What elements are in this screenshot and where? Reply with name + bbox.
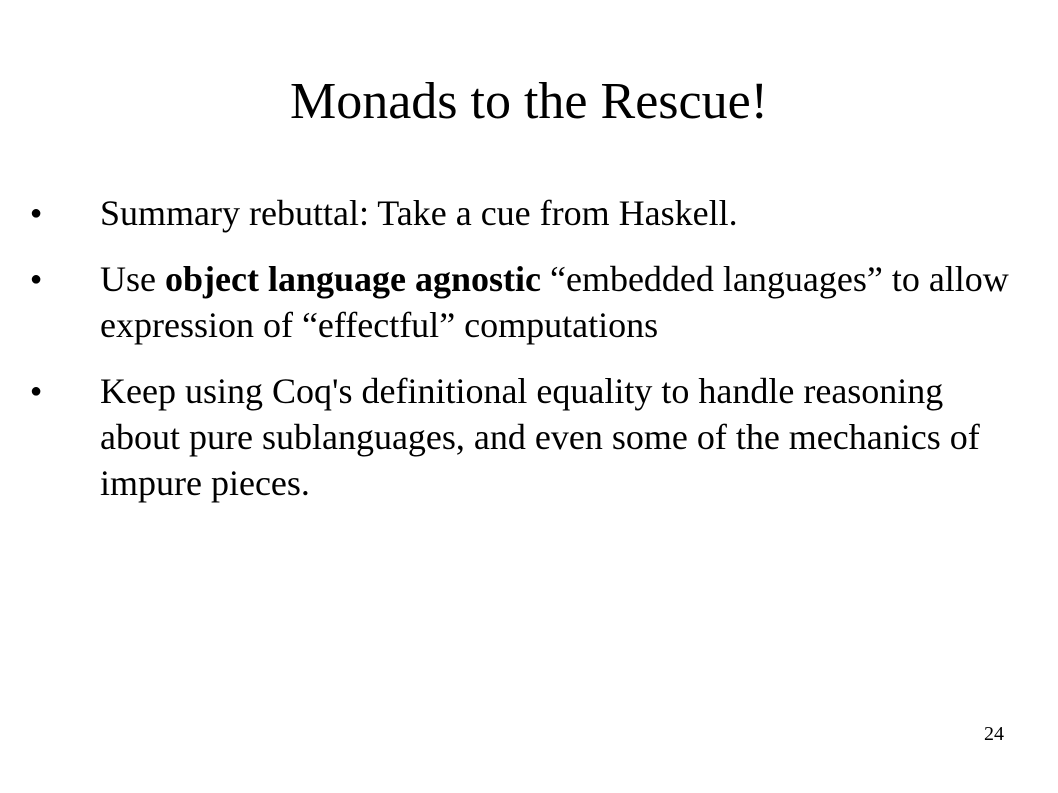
- bullet-item: [30, 368, 1010, 506]
- bullet-text: Summary rebuttal: Take a cue from Haskell.: [100, 193, 738, 233]
- bullet-list: [30, 190, 1010, 526]
- bullet-text-emphasis: object language agnostic: [165, 259, 541, 299]
- bullet-text-suffix: “embedded languages” to allow expression of “effectful” computations: [100, 259, 1009, 345]
- bullet-item: [30, 256, 1010, 348]
- bullet-icon: ●: [30, 202, 43, 224]
- slide-title: Monads to the Rescue!: [289, 73, 768, 130]
- bullet-item: [30, 190, 1010, 236]
- bullet-text-prefix: Use: [100, 259, 165, 299]
- bullet-icon: ●: [30, 268, 43, 290]
- bullet-text: Keep using Coq's definitional equality to handle reasoning about pure sublanguages, and even some of the mechanics of impure pieces.: [100, 371, 980, 503]
- bullet-icon: ●: [30, 380, 43, 402]
- slide-number: 24: [984, 723, 1004, 745]
